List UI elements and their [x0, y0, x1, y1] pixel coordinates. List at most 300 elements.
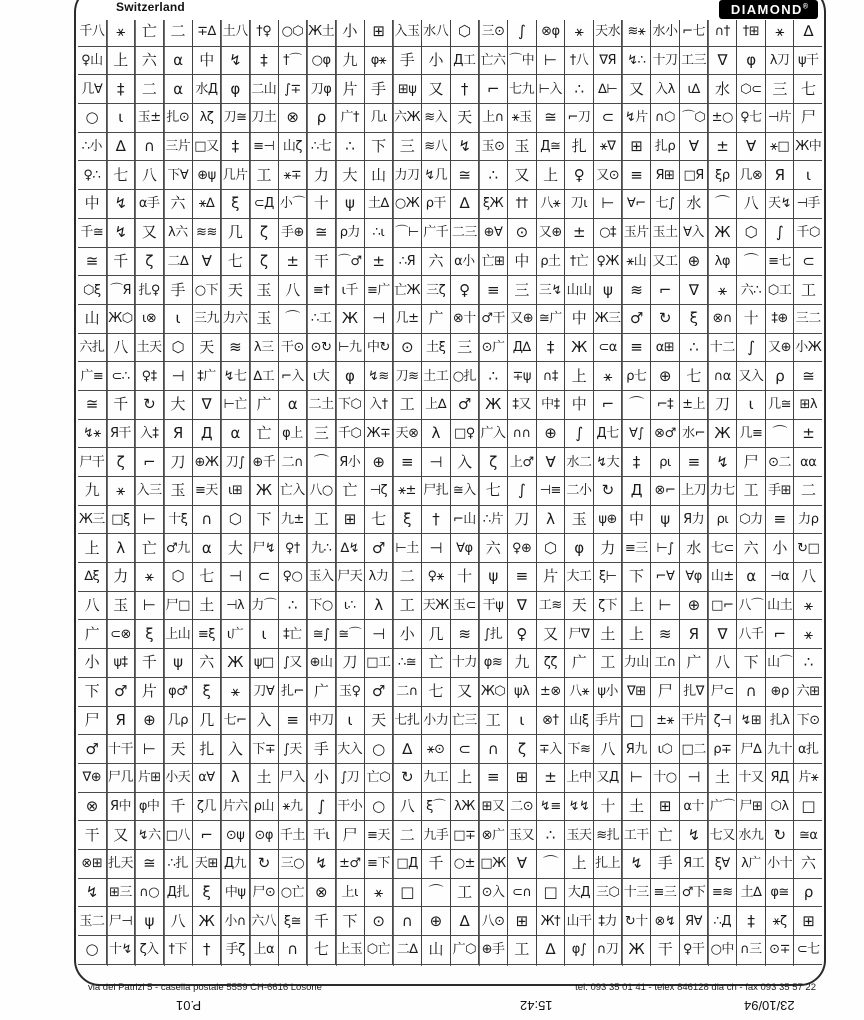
table-cell: ⊞ [508, 764, 537, 792]
table-cell: ⊕山 [307, 649, 336, 677]
table-cell: ⊣手 [796, 196, 820, 212]
table-cell: ∫ [565, 420, 594, 448]
table-cell: ≡天 [365, 821, 394, 849]
table-row [78, 506, 822, 535]
table-cell: 八 [393, 793, 422, 821]
table-cell: 天Ж [422, 592, 451, 620]
table-cell: †⌒ [279, 47, 308, 75]
table-cell: 八 [279, 276, 308, 304]
table-cell: Я干 [107, 420, 136, 448]
table-cell: ↻ [594, 477, 623, 505]
table-cell: ∴ [680, 334, 709, 362]
table-row [78, 133, 822, 162]
table-cell: 二 [800, 481, 816, 500]
table-cell: ∫∓ [279, 75, 308, 103]
table-cell: ξЖ [479, 190, 508, 218]
table-row [78, 534, 822, 563]
table-cell: ψλ [508, 678, 537, 706]
table-cell: ⍳千 [336, 276, 365, 304]
table-cell: Ж [708, 219, 737, 247]
brand-logo [719, 0, 818, 19]
table-cell: ∴ [803, 653, 813, 672]
table-cell: 尸⊞ [737, 793, 766, 821]
brand-name: DIAMOND [730, 2, 803, 17]
table-cell: 山干 [565, 907, 594, 935]
footer-contact: tel. 093 35 01 41 - telex 846128 dia ch - fax 093 35 57 22 [575, 982, 816, 993]
table-cell: ⍺ [193, 534, 222, 562]
table-cell: 几 [221, 219, 250, 247]
table-row [78, 477, 822, 506]
table-cell: □ [393, 879, 422, 907]
table-cell: ⊗φ [537, 18, 566, 46]
table-cell: λ [221, 764, 250, 792]
table-cell: ≡下 [365, 850, 394, 878]
table-row [78, 18, 822, 47]
table-cell: ⍳ [336, 707, 365, 735]
table-cell: 几⍳ [365, 104, 394, 132]
table-cell: 入 [250, 707, 279, 735]
table-cell: 水 [708, 75, 737, 103]
table-cell: ⍴山 [250, 793, 279, 821]
table-cell: 尸□ [164, 592, 193, 620]
table-cell: ∆ [451, 190, 480, 218]
table-cell: 千⬡ [796, 225, 820, 241]
table-cell: ⚹∆ [193, 190, 222, 218]
table-cell: ⊂七 [796, 942, 820, 958]
table-cell: ⍴⍳ [651, 448, 680, 476]
table-cell: ⊣ [365, 620, 394, 648]
table-cell: φ [737, 47, 766, 75]
table-cell: ∇⊞ [622, 678, 651, 706]
table-cell: ↯六 [135, 821, 164, 849]
table-cell: 刀∫ [221, 448, 250, 476]
table-cell: ∴片 [479, 506, 508, 534]
table-cell: ○亡 [279, 879, 308, 907]
table-cell: 三⊙ [479, 18, 508, 46]
table-cell: ξ [193, 879, 222, 907]
table-row [78, 448, 822, 477]
table-cell: 六 [800, 854, 816, 873]
table-cell: ζ [107, 448, 136, 476]
table-cell: ‡又 [508, 391, 537, 419]
table-cell: ⌒ [766, 420, 795, 448]
table-cell: Д扎 [164, 879, 193, 907]
table-cell: φ≅ [766, 879, 795, 907]
table-cell: 千 [107, 391, 136, 419]
table-cell: 玉⊂ [451, 592, 480, 620]
table-cell: 中 [78, 190, 107, 218]
table-cell: ξ≅ [279, 907, 308, 935]
table-cell: 广千 [422, 219, 451, 247]
table-cell: ∴ [537, 821, 566, 849]
table-cell: ⊣ [422, 534, 451, 562]
table-cell: 小 [766, 534, 795, 562]
table-cell: ○ [365, 735, 394, 763]
table-cell: ↯⚹ [78, 420, 107, 448]
table-cell: ∩ [135, 133, 164, 161]
table-cell: ≅⌒ [336, 620, 365, 648]
table-cell: ⊕千 [250, 448, 279, 476]
table-cell: 玉± [135, 104, 164, 132]
table-cell: ∩刀 [594, 936, 623, 964]
trademark-symbol: ® [802, 3, 808, 11]
table-cell: 中‡ [537, 391, 566, 419]
table-cell: 七又 [708, 821, 737, 849]
table-cell: 八 [107, 334, 136, 362]
table-cell: 七 [680, 362, 709, 390]
table-cell: ∴Д [708, 907, 737, 935]
table-cell: 七⌐ [221, 707, 250, 735]
table-cell: 上∆ [422, 391, 451, 419]
table-cell: 二∩ [393, 678, 422, 706]
table-cell: 工 [737, 477, 766, 505]
table-cell: ⌐ [651, 276, 680, 304]
table-cell: 天 [451, 104, 480, 132]
table-cell: ⊗⌐ [651, 477, 680, 505]
table-cell: ⍴干 [422, 190, 451, 218]
table-row [78, 391, 822, 420]
table-cell: 扎 [565, 133, 594, 161]
table-cell: Я小 [336, 448, 365, 476]
table-cell: † [451, 75, 480, 103]
table-cell: ∩ [479, 735, 508, 763]
table-cell: ↯七 [221, 362, 250, 390]
table-cell: 小 [307, 764, 336, 792]
table-cell: 广† [336, 104, 365, 132]
table-cell: ↻ [651, 305, 680, 333]
table-cell: ≡ [479, 276, 508, 304]
table-cell: 三○ [279, 850, 308, 878]
table-cell: ± [565, 219, 594, 247]
table-cell: 三 [307, 420, 336, 448]
table-cell: 八⚹ [537, 190, 566, 218]
table-cell: ♀○ [279, 563, 308, 591]
table-cell: 干小 [336, 793, 365, 821]
table-cell: ‡ [537, 334, 566, 362]
table-cell: ♂ [365, 534, 394, 562]
table-cell: 七 [800, 79, 816, 98]
table-cell: ⚹ [594, 362, 623, 390]
table-cell: 亡 [422, 649, 451, 677]
table-cell: ⬡⊂ [737, 75, 766, 103]
table-cell: ⊂ [594, 104, 623, 132]
table-cell: ⌐ [479, 75, 508, 103]
table-cell: 七∫ [651, 190, 680, 218]
table-cell: 千八 [78, 18, 107, 46]
table-cell: ⍴七 [622, 362, 651, 390]
table-cell: ⍳ [805, 165, 811, 184]
table-cell: 天 [164, 735, 193, 763]
table-cell: 下 [250, 506, 279, 534]
table-row [78, 735, 822, 764]
table-cell: Я [164, 420, 193, 448]
table-cell: φ [336, 362, 365, 390]
footer-address: via dei Patrizi 5 - casella postale 5559 CH-6616 Losone [88, 982, 322, 993]
table-cell: 玉 [164, 477, 193, 505]
table-cell: 入三 [135, 477, 164, 505]
table-cell: 土工 [422, 362, 451, 390]
table-cell: 刀φ [307, 75, 336, 103]
table-cell: ♀⚹ [422, 563, 451, 591]
table-cell: ЯД [766, 764, 795, 792]
table-cell: 七 [107, 161, 136, 189]
table-cell: ⍺十 [680, 793, 709, 821]
table-cell: ζζ [537, 649, 566, 677]
table-cell: 千≅ [78, 219, 107, 247]
table-cell: ○⬡ [279, 18, 308, 46]
table-cell: ⍳大 [307, 362, 336, 390]
table-cell: 干⍳ [307, 821, 336, 849]
table-cell: ±○ [708, 104, 737, 132]
table-cell: ξ [135, 620, 164, 648]
table-cell: ⬡ [537, 534, 566, 562]
table-cell: ζ [250, 219, 279, 247]
table-cell: ≡ [622, 334, 651, 362]
table-cell: 九十 [766, 735, 795, 763]
table-cell: ⊗∩ [708, 305, 737, 333]
table-cell: 十 [737, 305, 766, 333]
table-cell: ‡ [250, 47, 279, 75]
table-cell: ⍺ [737, 563, 766, 591]
table-cell: λφ [708, 248, 737, 276]
table-cell: 广 [250, 391, 279, 419]
table-cell: ⊞ [508, 907, 537, 935]
table-cell: 玉 [565, 506, 594, 534]
table-cell: 七⊂ [708, 534, 737, 562]
table-cell: ∫ [508, 477, 537, 505]
table-cell: 八 [78, 592, 107, 620]
table-cell: ↯ [107, 219, 136, 247]
table-cell: 中ψ [221, 879, 250, 907]
table-cell: 九 [78, 477, 107, 505]
table-cell: 十 [594, 793, 623, 821]
table-cell: 下 [737, 649, 766, 677]
table-cell: 扎⍴ [651, 133, 680, 161]
table-cell: ∴七 [307, 133, 336, 161]
table-cell: ⊙↻ [307, 334, 336, 362]
table-cell: ‡ [221, 133, 250, 161]
table-cell: 上 [107, 47, 136, 75]
table-cell: φ [565, 534, 594, 562]
table-cell: 二∆ [164, 248, 193, 276]
table-cell: ≡≋ [708, 879, 737, 907]
table-cell: ∫ [307, 793, 336, 821]
table-cell: ∇⊕ [78, 764, 107, 792]
table-cell: ♀Ж [594, 248, 623, 276]
table-cell: 八 [800, 567, 816, 586]
table-cell: 工三 [680, 47, 709, 75]
table-cell: ⊕ [680, 248, 709, 276]
table-cell: ⊢ [651, 592, 680, 620]
table-cell: ⌐ [594, 391, 623, 419]
table-cell: ⊢ [135, 506, 164, 534]
table-cell: ∩○ [135, 879, 164, 907]
table-cell: ∩∩ [508, 420, 537, 448]
table-cell: 工 [800, 280, 816, 299]
table-row [78, 75, 822, 104]
table-cell: 天 [365, 707, 394, 735]
table-cell: ⊞又 [479, 793, 508, 821]
table-cell: ⌒ [737, 248, 766, 276]
table-cell: 千 [164, 793, 193, 821]
table-cell: ⚹∓ [279, 161, 308, 189]
table-cell: 尸 [651, 678, 680, 706]
table-cell: ≋ [451, 620, 480, 648]
table-cell: 玉 [508, 133, 537, 161]
table-cell: ⍴力 [336, 219, 365, 247]
table-cell: 广 [422, 305, 451, 333]
table-cell: 上山 [164, 620, 193, 648]
table-cell: 扎⌐ [279, 678, 308, 706]
table-cell: ⬡ξ [78, 276, 107, 304]
table-cell: 尸⊂ [708, 678, 737, 706]
table-cell: 七 [221, 248, 250, 276]
table-cell: 山 [422, 936, 451, 964]
table-cell: 工 [451, 879, 480, 907]
table-cell: ⊣ [422, 448, 451, 476]
table-cell: ψ⊕ [594, 506, 623, 534]
table-cell: ∫ [508, 18, 537, 46]
table-cell: ‡亡 [279, 620, 308, 648]
table-cell: ζ⊣ [708, 707, 737, 735]
table-cell: φ [221, 75, 250, 103]
table-cell: 天 [565, 592, 594, 620]
table-cell: ∀ [193, 248, 222, 276]
table-cell: 手⊞ [766, 477, 795, 505]
table-cell: †八 [565, 47, 594, 75]
table-cell: ♀⊕ [508, 534, 537, 562]
table-cell: ∴工 [307, 305, 336, 333]
table-cell: 小天 [164, 764, 193, 792]
table-cell: 三 [766, 75, 795, 103]
table-cell: ζ下 [594, 592, 623, 620]
table-cell: ξ⌒ [422, 793, 451, 821]
table-cell: ∴小 [78, 133, 107, 161]
table-cell: ⚹ [107, 477, 136, 505]
table-cell: ↯↯ [565, 793, 594, 821]
table-cell: 上玉 [336, 936, 365, 964]
table-cell: ≡ [393, 448, 422, 476]
table-cell: ⊕⍴ [766, 678, 795, 706]
table-cell: ∫扎 [479, 620, 508, 648]
table-cell: 又 [508, 161, 537, 189]
table-cell: 尸入 [279, 764, 308, 792]
table-cell: λ刀 [766, 47, 795, 75]
table-cell: 广 [78, 620, 107, 648]
table-cell: 工 [594, 649, 623, 677]
table-cell: 十二 [708, 334, 737, 362]
table-cell: λ [107, 534, 136, 562]
table-cell: 小 [78, 649, 107, 677]
table-row [78, 907, 822, 936]
table-cell: ∆ [537, 936, 566, 964]
table-cell: ⚹∇ [594, 133, 623, 161]
table-cell: 亡六 [479, 47, 508, 75]
table-cell: ± [537, 764, 566, 792]
table-cell: ⊕ [365, 448, 394, 476]
table-cell: ‡ [737, 907, 766, 935]
table-cell: 下∀ [164, 161, 193, 189]
table-cell: ≅ [802, 366, 815, 385]
table-cell: ≅ [78, 248, 107, 276]
table-cell: ∩⬡ [651, 104, 680, 132]
table-cell: 大入 [336, 735, 365, 763]
table-cell: 八 [135, 161, 164, 189]
table-cell: Я九 [622, 735, 651, 763]
table-cell: 刀 [164, 448, 193, 476]
table-cell: 片 [537, 563, 566, 591]
table-cell: ⍺ [279, 391, 308, 419]
table-cell: φ∫ [565, 936, 594, 964]
table-cell: ↯ [107, 190, 136, 218]
table-cell: ↻ [135, 391, 164, 419]
table-row [78, 793, 822, 822]
table-row [78, 850, 822, 879]
table-cell: Д工 [451, 47, 480, 75]
table-cell: □ [537, 879, 566, 907]
table-cell: ⊞ [365, 18, 394, 46]
table-cell: ⊂ [250, 563, 279, 591]
table-cell: 力 [307, 161, 336, 189]
table-cell: ⍳ [250, 620, 279, 648]
table-cell: 尸天 [336, 563, 365, 591]
table-cell: ↯ [622, 850, 651, 878]
table-cell: ⬡ [737, 219, 766, 247]
table-cell: ≋ [651, 620, 680, 648]
table-cell: ↯ [307, 850, 336, 878]
table-cell: λ力 [365, 563, 394, 591]
table-cell: ♂干 [479, 305, 508, 333]
table-cell: 又⊕ [537, 219, 566, 247]
table-cell: ⬡ [221, 506, 250, 534]
table-cell: ∩ [393, 907, 422, 935]
table-cell: 六⊞ [796, 684, 820, 700]
table-cell: ∩⍺ [708, 362, 737, 390]
table-cell: ∴扎 [164, 850, 193, 878]
table-cell: 八⚹ [565, 678, 594, 706]
table-cell: ‡力 [594, 907, 623, 935]
table-cell: 上中 [565, 764, 594, 792]
table-cell: ∆ [107, 133, 136, 161]
table-row [78, 620, 822, 649]
table-cell: ∀ [537, 448, 566, 476]
table-cell: ⊗ [78, 793, 107, 821]
table-cell: 二山 [250, 75, 279, 103]
table-cell: ⊂Д [250, 190, 279, 218]
table-cell: ζ [135, 248, 164, 276]
table-cell: ∓ψ [508, 362, 537, 390]
table-cell: 水⌐ [680, 420, 709, 448]
table-cell: ↯ [708, 448, 737, 476]
table-cell: ⊣ [221, 563, 250, 591]
table-cell: 千土 [279, 821, 308, 849]
table-cell: ∩ [193, 506, 222, 534]
table-cell: 扎♀ [135, 276, 164, 304]
table-cell: □八 [164, 821, 193, 849]
table-cell: 大 [336, 161, 365, 189]
table-cell: 入玉 [393, 18, 422, 46]
table-cell: 尸↯ [250, 534, 279, 562]
table-cell: 六∴ [737, 276, 766, 304]
table-cell: ⊙入 [479, 879, 508, 907]
table-row [78, 649, 822, 678]
table-cell: λ [365, 592, 394, 620]
table-cell: ⚹ [565, 18, 594, 46]
table-cell: ♀七 [737, 104, 766, 132]
table-cell: ≅ [135, 850, 164, 878]
table-cell: ⊂∴ [107, 362, 136, 390]
table-cell: 中 [622, 506, 651, 534]
